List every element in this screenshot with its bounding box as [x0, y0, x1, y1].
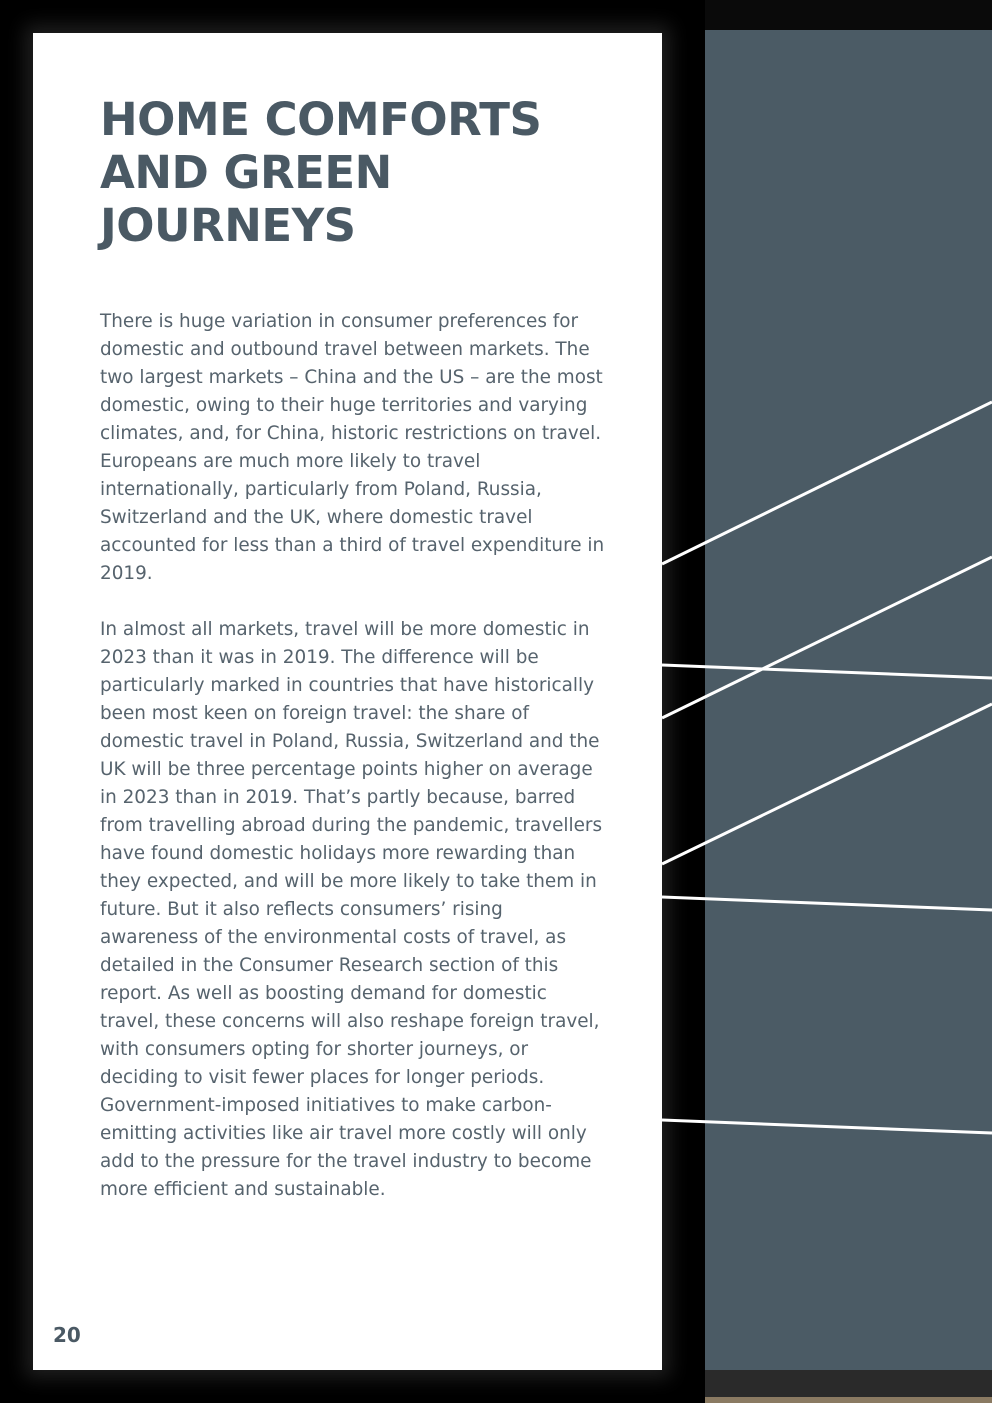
text-page — [33, 33, 662, 1370]
panel-top-shadow — [705, 0, 992, 30]
panel-bottom-edge — [705, 1370, 992, 1403]
paragraph-1: There is huge variation in consumer preferences for domestic and outbound travel between markets. The two largest markets – China and the US – are the most domestic, owing to their huge territories and varying climates, and, for China, historic restrictions on travel. Europeans are much more likely to travel internationally, particularly from Poland, Russia, Switzerland and the UK, where domestic travel accounted for less than a third of travel expenditure in 2019. — [100, 311, 605, 584]
body-text — [100, 308, 605, 1232]
page-number: 20 — [53, 1323, 81, 1347]
page-title: HOME COMFORTS AND GREEN JOURNEYS — [100, 93, 542, 252]
graphic-panel — [705, 30, 992, 1370]
paragraph-2: In almost all markets, travel will be more domestic in 2023 than it was in 2019. The difference will be particularly marked in countries that have historically been most keen on foreign travel: the share of domestic travel in Poland, Russia, Switzerland and the UK will be three percentage points higher on average in 2023 than in 2019. That’s partly because, barred from travelling abroad during the pandemic, travellers have found domestic holidays more rewarding than they expected, and will be more likely to take them in future. But it also reflects consumers’ rising awareness of the environmental costs of travel, as detailed in the Consumer Research section of this report. As well as boosting demand for domestic travel, these concerns will also reshape foreign travel, with consumers opting for shorter journeys, or deciding to visit fewer places for longer periods. Government-imposed initiatives to make carbon-emitting activities like air travel more costly will only add to the pressure for the travel industry to become more efficient and sustainable. — [100, 619, 603, 1200]
